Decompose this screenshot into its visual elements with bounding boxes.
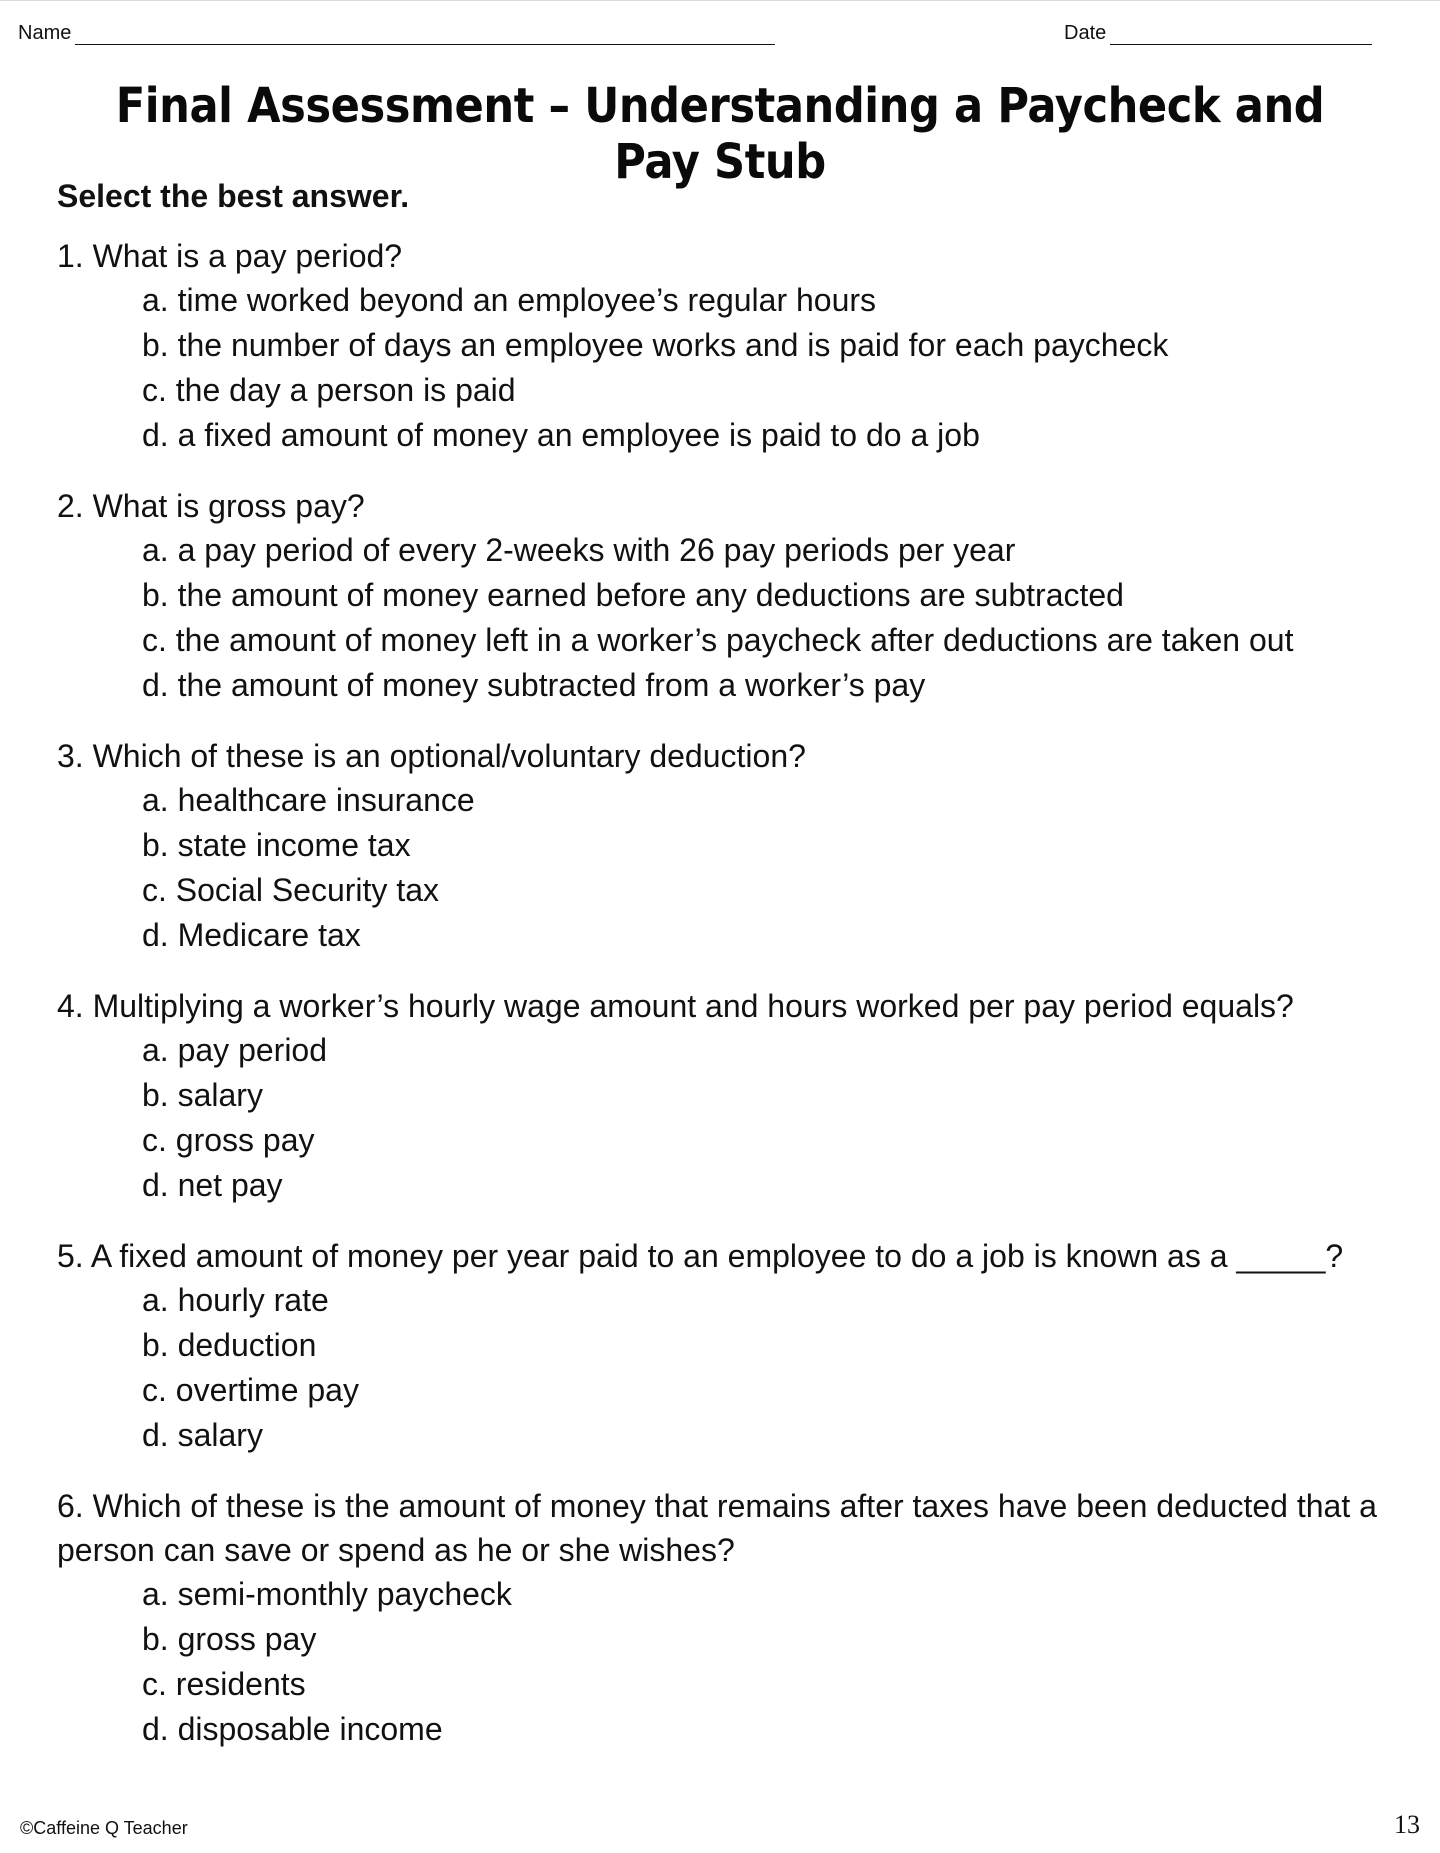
name-blank-line[interactable] [75,22,775,45]
name-label: Name [18,22,72,44]
answer-option-d[interactable]: d. net pay [142,1167,283,1203]
answer-option-d[interactable]: d. the amount of money subtracted from a worker’s pay [142,667,926,703]
answer-option-d[interactable]: d. a fixed amount of money an employee is paid to do a job [142,417,980,453]
assessment-content [57,176,1397,1778]
page-top-border [0,0,1440,1]
page-title: Final Assessment – Understanding a Paycheck and Pay Stub [115,78,1325,190]
answer-option-a[interactable]: a. hourly rate [142,1282,329,1318]
question-5 [57,1234,1397,1458]
question-1 [57,234,1397,458]
answer-option-b[interactable]: b. the number of days an employee works and is paid for each paycheck [142,327,1169,363]
answer-option-a[interactable]: a. time worked beyond an employee’s regular hours [142,282,877,318]
instruction-text: Select the best answer. [57,178,410,214]
answer-option-d[interactable]: d. salary [142,1417,263,1453]
question-text: 3. Which of these is an optional/voluntary deduction? [57,738,806,774]
date-blank-line[interactable] [1110,22,1372,45]
answer-options [57,278,1397,458]
answer-options [57,1278,1397,1458]
copyright-notice: ©Caffeine Q Teacher [20,1818,188,1838]
header-row [18,22,1418,52]
question-text: 5. A fixed amount of money per year paid to an employee to do a job is known as a _____? [57,1238,1344,1274]
answer-option-c[interactable]: c. Social Security tax [142,872,439,908]
answer-options [57,778,1397,958]
answer-option-b[interactable]: b. salary [142,1077,263,1113]
question-text: 6. Which of these is the amount of money that remains after taxes have been deducted that a person can save or spend as he or she wishes? [57,1488,1377,1568]
name-field-group [18,22,775,45]
answer-option-b[interactable]: b. state income tax [142,827,411,863]
answer-options [57,1028,1397,1208]
answer-option-b[interactable]: b. deduction [142,1327,317,1363]
question-6 [57,1484,1397,1752]
answer-option-a[interactable]: a. a pay period of every 2-weeks with 26 pay periods per year [142,532,1016,568]
answer-option-c[interactable]: c. residents [142,1666,306,1702]
answer-option-b[interactable]: b. gross pay [142,1621,317,1657]
answer-option-c[interactable]: c. the day a person is paid [142,372,516,408]
answer-option-d[interactable]: d. disposable income [142,1711,443,1747]
question-4 [57,984,1397,1208]
answer-option-d[interactable]: d. Medicare tax [142,917,361,953]
date-label: Date [1064,22,1107,44]
answer-option-a[interactable]: a. pay period [142,1032,328,1068]
question-text: 4. Multiplying a worker’s hourly wage amount and hours worked per pay period equals? [57,988,1294,1024]
answer-option-c[interactable]: c. gross pay [142,1122,315,1158]
question-text: 1. What is a pay period? [57,238,403,274]
question-2 [57,484,1397,708]
answer-option-a[interactable]: a. semi-monthly paycheck [142,1576,512,1612]
page-number: 13 [1394,1810,1420,1839]
answer-options [57,1572,1397,1752]
date-field-group [1064,22,1372,45]
answer-option-a[interactable]: a. healthcare insurance [142,782,475,818]
answer-option-c[interactable]: c. the amount of money left in a worker’s paycheck after deductions are taken out [142,622,1294,658]
question-text: 2. What is gross pay? [57,488,365,524]
answer-option-b[interactable]: b. the amount of money earned before any deductions are subtracted [142,577,1124,613]
answer-option-c[interactable]: c. overtime pay [142,1372,359,1408]
question-3 [57,734,1397,958]
answer-options [57,528,1397,708]
